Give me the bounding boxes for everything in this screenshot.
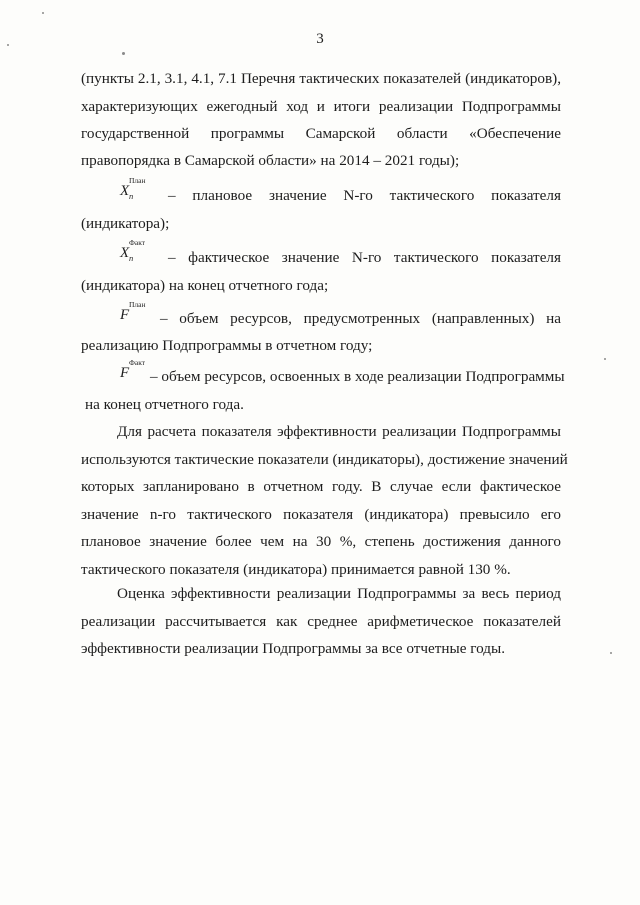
text-line: Оценка эффективности реализации Подпрограммы за весь период — [117, 585, 561, 602]
text-line: (индикатора); — [81, 215, 170, 232]
formula-symbol: X — [120, 183, 130, 199]
text-line: тактического показателя (индикатора) принимается равной 130 %. — [81, 561, 511, 578]
scan-speck — [604, 358, 606, 360]
formula-subscript: n — [129, 191, 134, 201]
text-line: правопорядка в Самарской области» на 2014 – 2021 годы); — [81, 152, 460, 169]
text-line: используются тактические показатели (индикаторы), достижение значений — [81, 451, 568, 468]
text-line: – фактическое значение N-го тактического показателя — [168, 249, 561, 266]
text-line: характеризующих ежегодный ход и итоги реализации Подпрограммы — [81, 98, 561, 115]
text-line: (индикатора) на конец отчетного года; — [81, 277, 329, 294]
formula-superscript: План — [129, 176, 146, 185]
scan-speck — [610, 652, 612, 654]
formula-superscript: Факт — [129, 238, 146, 247]
text-line: – плановое значение N-го тактического показателя — [168, 187, 561, 204]
text-line: значение n-го тактического показателя (индикатора) превысило его — [81, 506, 561, 523]
formula-symbol: X — [120, 245, 130, 261]
text-line: плановое значение более чем на 30 %, степень достижения данного — [81, 533, 561, 550]
text-line: Для расчета показателя эффективности реализации Подпрограммы — [117, 423, 561, 440]
formula-f-plan — [120, 300, 146, 324]
page-number: 3 — [316, 31, 324, 47]
text-line: реализации рассчитывается как среднее арифметическое показателей — [81, 613, 561, 630]
text-line: (пункты 2.1, 3.1, 4.1, 7.1 Перечня тактических показателей (индикаторов), — [81, 70, 561, 87]
scan-speck — [42, 12, 44, 14]
formula-x-fact — [120, 238, 146, 263]
scan-speck — [122, 52, 125, 55]
text-line: которых запланировано в отчетном году. В случае если фактическое — [81, 478, 561, 495]
formula-superscript: План — [129, 300, 146, 309]
formula-superscript: Факт — [129, 358, 146, 367]
formula-subscript: n — [129, 253, 134, 263]
text-line: – объем ресурсов, освоенных в ходе реализации Подпрограммы — [150, 368, 565, 385]
formula-f-fact — [120, 358, 146, 382]
formula-symbol: F — [120, 365, 130, 381]
formula-x-plan — [120, 176, 146, 201]
text-line: на конец отчетного года. — [85, 396, 244, 413]
text-line: эффективности реализации Подпрограммы за все отчетные годы. — [81, 640, 505, 657]
text-line: – объем ресурсов, предусмотренных (направленных) на — [160, 310, 561, 327]
text-line: реализацию Подпрограммы в отчетном году; — [81, 337, 373, 354]
formula-symbol: F — [120, 307, 130, 323]
text-line: государственной программы Самарской области «Обеспечение — [81, 125, 561, 142]
